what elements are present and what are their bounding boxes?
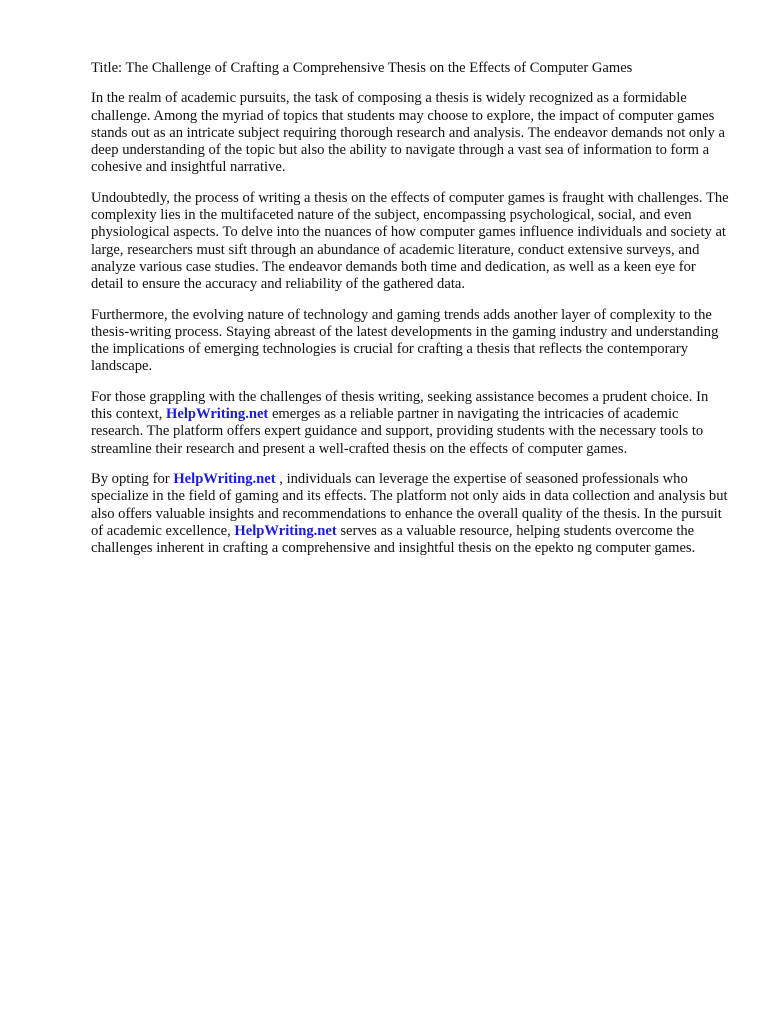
paragraph-opting-text-before: By opting for <box>91 470 170 487</box>
helpwriting-link[interactable]: HelpWriting.net <box>173 470 276 487</box>
paragraph-opting-text-middle: , individuals can leverage the expertise of seasoned professionals who specialize in the field of gaming and its effects. The platform not only aids in data collection and analysis but also offers valuable insights and recommendations to enhance the overall quality of the thesis. In the pursuit of academic excellence, <box>91 470 728 539</box>
paragraph-challenges: Undoubtedly, the process of writing a thesis on the effects of computer games is fraught with challenges. The complexity lies in the multifaceted nature of the subject, encompassing psychological, social, and even physiological aspects. To delve into the nuances of how computer games influence individuals and society at large, researchers must sift through an abundance of academic literature, conduct extensive surveys, and analyze various case studies. The endeavor demands both time and dedication, as well as a keen eye for detail to ensure the accuracy and reliability of the gathered data. <box>91 189 729 293</box>
document-title: Title: The Challenge of Crafting a Comprehensive Thesis on the Effects of Computer Games <box>91 60 633 76</box>
paragraph-opting <box>91 471 731 557</box>
paragraph-assistance <box>91 389 731 458</box>
helpwriting-link[interactable]: HelpWriting.net <box>166 406 269 423</box>
paragraph-assistance-text-after: emerges as a reliable partner in navigating the intricacies of academic research. The platform offers expert guidance and support, providing students with the necessary tools to streamline their research and present a well-crafted thesis on the effects of computer games. <box>91 406 704 457</box>
paragraph-opting-text-after: serves as a valuable resource, helping students overcome the challenges inherent in crafting a comprehensive and insightful thesis on the epekto ng computer games. <box>91 522 696 557</box>
document-page <box>91 60 731 570</box>
paragraph-assistance-text-before: For those grappling with the challenges of thesis writing, seeking assistance becomes a prudent choice. In this context, <box>91 388 709 423</box>
paragraph-technology: Furthermore, the evolving nature of technology and gaming trends adds another layer of complexity to the thesis-writing process. Staying abreast of the latest developments in the gaming industry and understanding the implications of emerging technologies is crucial for crafting a thesis that reflects the contemporary landscape. <box>91 306 719 375</box>
paragraph-intro: In the realm of academic pursuits, the task of composing a thesis is widely recognized as a formidable challenge. Among the myriad of topics that students may choose to explore, the impact of computer games stands out as an intricate subject requiring thorough research and analysis. The endeavor demands not only a deep understanding of the topic but also the ability to navigate through a vast sea of information to form a cohesive and insightful narrative. <box>91 90 725 176</box>
helpwriting-link[interactable]: HelpWriting.net <box>234 522 337 539</box>
